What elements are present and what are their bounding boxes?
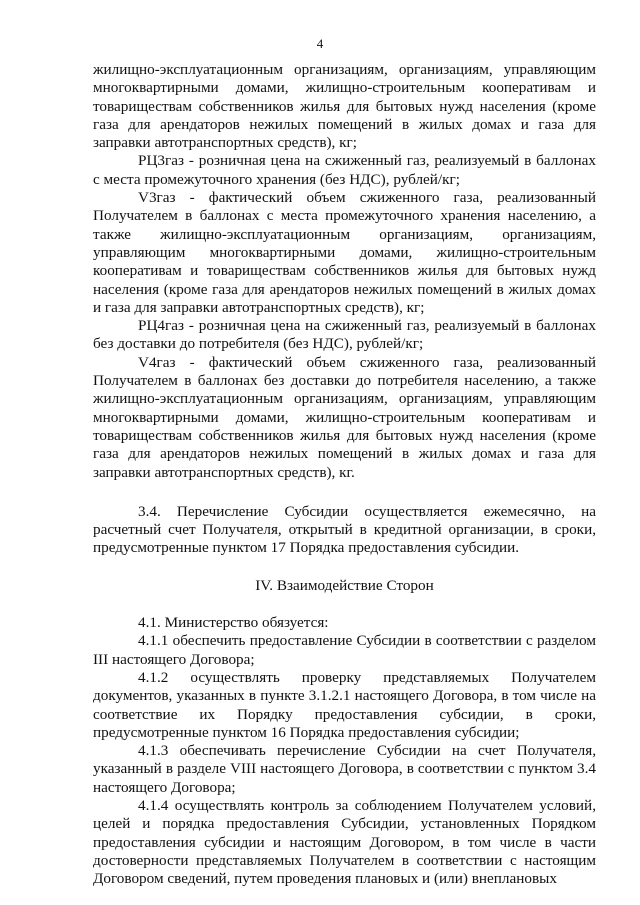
clause-3-4: 3.4. Перечисление Субсидии осуществляется ежемесячно, на расчетный счет Получателя, открытый в кредитной организации, в сроки, предусмотренные пунктом 17 Порядка предоставления субсидии. [93, 502, 596, 557]
paragraph-rc4gas: РЦ4газ - розничная цена на сжиженный газ, реализуемый в баллонах без доставки до потребителя (без НДС), рублей/кг; [93, 317, 596, 353]
clause-4-1: 4.1. Министерство обязуется: [138, 614, 329, 632]
paragraph-continuation: жилищно-эксплуатационным организациям, организациям, управляющим многоквартирными домами, жилищно-строительным кооперативам и товариществам собственников жилья для бытовых нужд населения (кроме газа для арендаторов нежилых помещений в жилых домах и газа для заправки автотранспортных средств), кг; [93, 61, 596, 152]
paragraph-v3gas: V3газ - фактический объем сжиженного газа, реализованный Получателем в баллонах с места промежуточного хранения населению, а также жилищно-эксплуатационным организациям, организациям, управляющим многоквартирными домами, жилищно-строительным кооперативам и товариществам собственников жилья для бытовых нужд населения (кроме газа для арендаторов нежилых помещений в жилых домах и газа для заправки автотранспортных средств), кг; [93, 189, 596, 316]
clause-4-1-3: 4.1.3 обеспечивать перечисление Субсидии на счет Получателя, указанный в разделе VIII настоящего Договора, в соответствии с пунктом 3.4 настоящего Договора; [93, 742, 596, 796]
clause-4-1-4: 4.1.4 осуществлять контроль за соблюдением Получателем условий, целей и порядка предоставления Субсидии, установленных Порядком предоставления субсидии и настоящим Договором, в том числе в части достоверности представляемых Получателем в соответствии с настоящим Договором сведений, путем проведения плановых и (или) внеплановых [93, 796, 596, 888]
document-body [93, 61, 596, 888]
clause-4-1-1: 4.1.1 обеспечить предоставление Субсидии в соответствии с разделом III настоящего Договора; [93, 632, 596, 668]
section-heading-wrapper [93, 577, 596, 595]
section-heading: IV. Взаимодействие Сторон [255, 576, 434, 594]
paragraph-rc3gas: РЦ3газ - розничная цена на сжиженный газ, реализуемый в баллонах с места промежуточного хранения (без НДС), рублей/кг; [93, 152, 596, 188]
clause-4-1-2: 4.1.2 осуществлять проверку представляемых Получателем документов, указанных в пункте 3.1.2.1 настоящего Договора, в том числе на соответствие их Порядку предоставления субсидии, в сроки, предусмотренные пунктом 16 Порядка предоставления субсидии; [93, 668, 596, 741]
paragraph-v4gas: V4газ - фактический объем сжиженного газа, реализованный Получателем в баллонах без доставки до потребителя населению, а также жилищно-эксплуатационным организациям, организациям, управляющим многоквартирными домами, жилищно-строительным кооперативам и товариществам собственников жилья для бытовых нужд населения (кроме газа для арендаторов нежилых помещений в жилых домах и газа для заправки автотранспортных средств), кг. [93, 353, 596, 481]
page-number: 4 [316, 36, 324, 51]
